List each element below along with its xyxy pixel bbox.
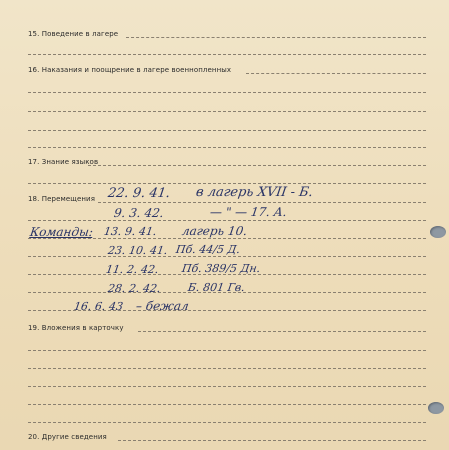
section-15-label: 15. Поведение в лагере bbox=[28, 30, 119, 38]
section-18-label: 18. Перемещения bbox=[28, 195, 96, 203]
punch-hole bbox=[430, 226, 446, 238]
ruled-line bbox=[118, 440, 426, 441]
ruled-line bbox=[28, 350, 426, 351]
command-text-3: Пб. 389/5 Дн. bbox=[181, 262, 262, 275]
command-text-2: Пб. 44/5 Д. bbox=[175, 243, 241, 256]
punch-hole bbox=[428, 402, 444, 414]
ruled-line bbox=[28, 183, 426, 184]
ruled-line bbox=[28, 256, 426, 257]
section-16-label: 16. Наказания и поощрение в лагере военнопленных bbox=[28, 66, 232, 74]
ruled-line bbox=[28, 386, 426, 387]
ruled-line bbox=[28, 130, 426, 131]
ruled-line bbox=[98, 202, 426, 203]
ruled-line bbox=[246, 73, 426, 74]
command-text-5: – бежал bbox=[135, 299, 190, 313]
command-date-4: 28. 2. 42. bbox=[107, 282, 162, 295]
ruled-line bbox=[88, 165, 426, 166]
section-20-label: 20. Другие сведения bbox=[28, 433, 107, 441]
command-date-3: 11. 2. 42. bbox=[105, 263, 160, 276]
ruled-line bbox=[28, 54, 426, 55]
section-19-label: 19. Вложения в карточку bbox=[28, 324, 124, 332]
ruled-line bbox=[28, 422, 426, 423]
command-date-5: 16. 6. 43 bbox=[73, 300, 124, 313]
ruled-line bbox=[28, 368, 426, 369]
command-date-1: 13. 9. 41. bbox=[103, 225, 158, 238]
ruled-line bbox=[28, 111, 426, 112]
ruled-line bbox=[28, 220, 426, 221]
section-17-label: 17. Знание языков bbox=[28, 158, 99, 166]
transfer-text-1: в лагерь XVII - Б. bbox=[194, 185, 314, 200]
command-label: Команды: bbox=[29, 225, 94, 239]
transfer-date-2: 9. 3. 42. bbox=[113, 206, 165, 220]
ruled-line bbox=[28, 92, 426, 93]
command-text-1: лагерь 10. bbox=[181, 224, 249, 238]
ruled-line bbox=[28, 404, 426, 405]
ruled-line bbox=[126, 37, 426, 38]
transfer-date-1: 22. 9. 41. bbox=[106, 186, 172, 201]
ruled-line bbox=[138, 331, 426, 332]
command-date-2: 23. 10. 41. bbox=[107, 244, 169, 257]
transfer-text-2: — " — 17. А. bbox=[209, 205, 288, 219]
ruled-line bbox=[28, 147, 426, 148]
command-text-4: Б. 801 Гв. bbox=[187, 281, 246, 294]
